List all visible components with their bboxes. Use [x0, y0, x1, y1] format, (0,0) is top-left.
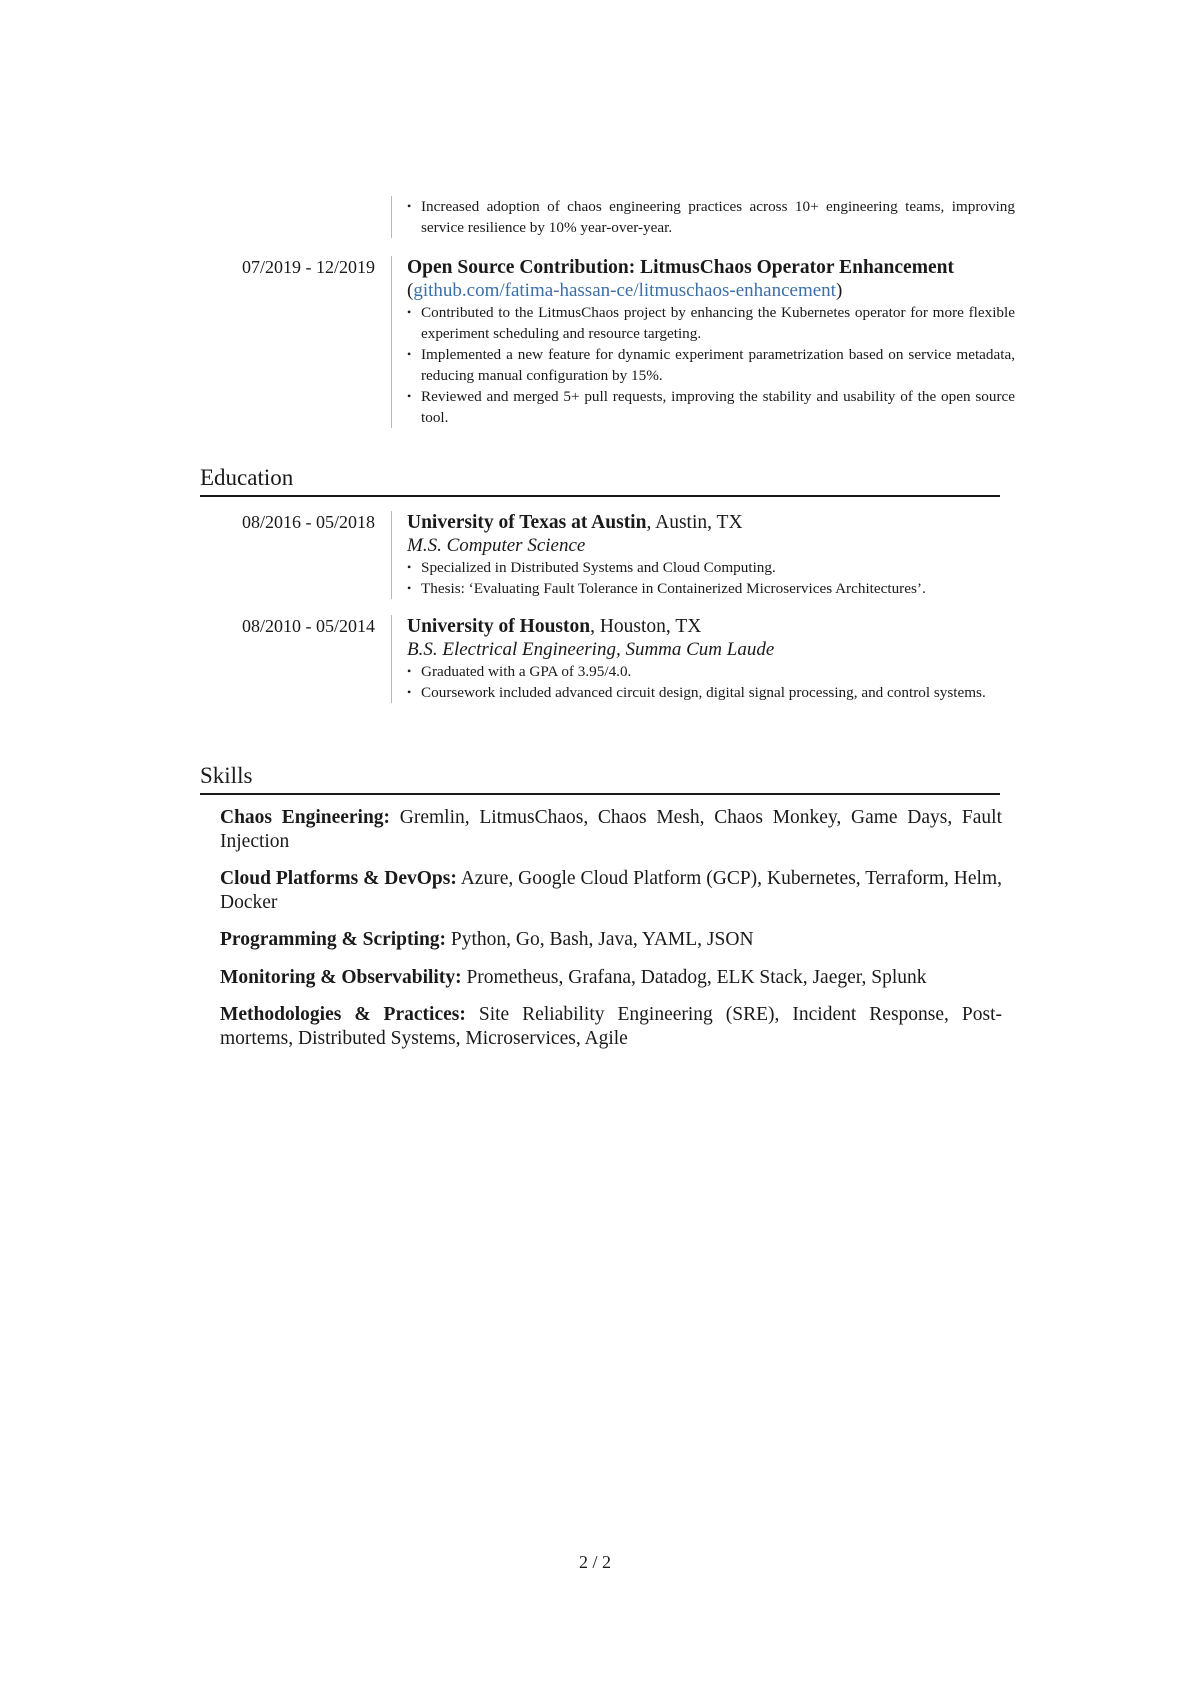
school-name: University of Houston [407, 616, 591, 637]
skill-value: Prometheus, Grafana, Datadog, ELK Stack, Jaeger, Splunk [466, 966, 927, 988]
list-item: • Implemented a new feature for dynamic experiment parametrization based on service metadata, reducing manual configuration by 15%. [407, 344, 1015, 386]
skill-row [220, 928, 1002, 952]
education-date: 08/2010 - 05/2014 [242, 616, 375, 636]
skill-row [220, 806, 1002, 853]
skill-label: Programming & Scripting: [220, 929, 447, 950]
skill-row [220, 966, 1002, 990]
list-item: • Graduated with a GPA of 3.95/4.0. [407, 661, 1015, 682]
list-item: • Coursework included advanced circuit design, digital signal processing, and control systems. [407, 682, 1015, 703]
skill-label: Cloud Platforms & DevOps: [220, 868, 457, 889]
skill-value: Gremlin, LitmusChaos, Chaos Mesh, Chaos Monkey, Game Days, Fault Injection [220, 807, 1002, 852]
skill-row [220, 1003, 1002, 1050]
school-location: , Austin, TX [646, 512, 743, 533]
skills-heading: Skills [200, 762, 1000, 795]
education-bullets [407, 557, 1015, 599]
project-link-line: (github.com/fatima-hassan-ce/litmuschaos-enhancement) [407, 280, 843, 301]
education-body [391, 511, 1015, 599]
experience-continuation-body [391, 196, 1015, 238]
school-location: , Houston, TX [590, 616, 702, 637]
project-body [391, 256, 1015, 428]
list-item: • Thesis: ‘Evaluating Fault Tolerance in Containerized Microservices Architectures’. [407, 578, 1015, 599]
list-item: • Reviewed and merged 5+ pull requests, improving the stability and usability of the open source tool. [407, 386, 1015, 428]
project-title: Open Source Contribution: LitmusChaos Operator Enhancement [407, 257, 954, 278]
education-date: 08/2016 - 05/2018 [242, 512, 375, 532]
skill-value: Site Reliability Engineering (SRE), Incident Response, Post-mortems, Distributed Systems, Microservices, Agile [220, 1004, 1003, 1049]
page-number: 2 / 2 [578, 1552, 611, 1572]
project-date: 07/2019 - 12/2019 [242, 257, 375, 277]
project-bullets [407, 302, 1015, 428]
experience-continuation-bullets [407, 196, 1015, 238]
skill-label: Monitoring & Observability: [220, 966, 462, 988]
list-item: • Increased adoption of chaos engineering practices across 10+ engineering teams, improving service resilience by 10% year-over-year. [407, 196, 1015, 238]
skill-value: Azure, Google Cloud Platform (GCP), Kubernetes, Terraform, Helm, Docker [220, 868, 1002, 913]
skills-list [220, 806, 1002, 1064]
education-body [391, 615, 1015, 703]
education-heading: Education [200, 464, 1000, 497]
project-link[interactable]: github.com/fatima-hassan-ce/litmuschaos-enhancement [413, 280, 836, 301]
education-school-line [407, 615, 1015, 638]
education-degree: B.S. Electrical Engineering, Summa Cum Laude [407, 639, 775, 660]
education-school-line [407, 511, 1015, 534]
skill-label: Chaos Engineering: [220, 807, 391, 828]
skill-label: Methodologies & Practices: [220, 1004, 466, 1025]
education-bullets [407, 661, 1015, 703]
education-degree: M.S. Computer Science [407, 535, 586, 556]
list-item: • Contributed to the LitmusChaos project by enhancing the Kubernetes operator for more flexible experiment scheduling and resource targeting. [407, 302, 1015, 344]
list-item: • Specialized in Distributed Systems and Cloud Computing. [407, 557, 1015, 578]
skill-value: Python, Go, Bash, Java, YAML, JSON [450, 929, 754, 950]
skill-row [220, 867, 1002, 914]
school-name: University of Texas at Austin [407, 512, 647, 533]
